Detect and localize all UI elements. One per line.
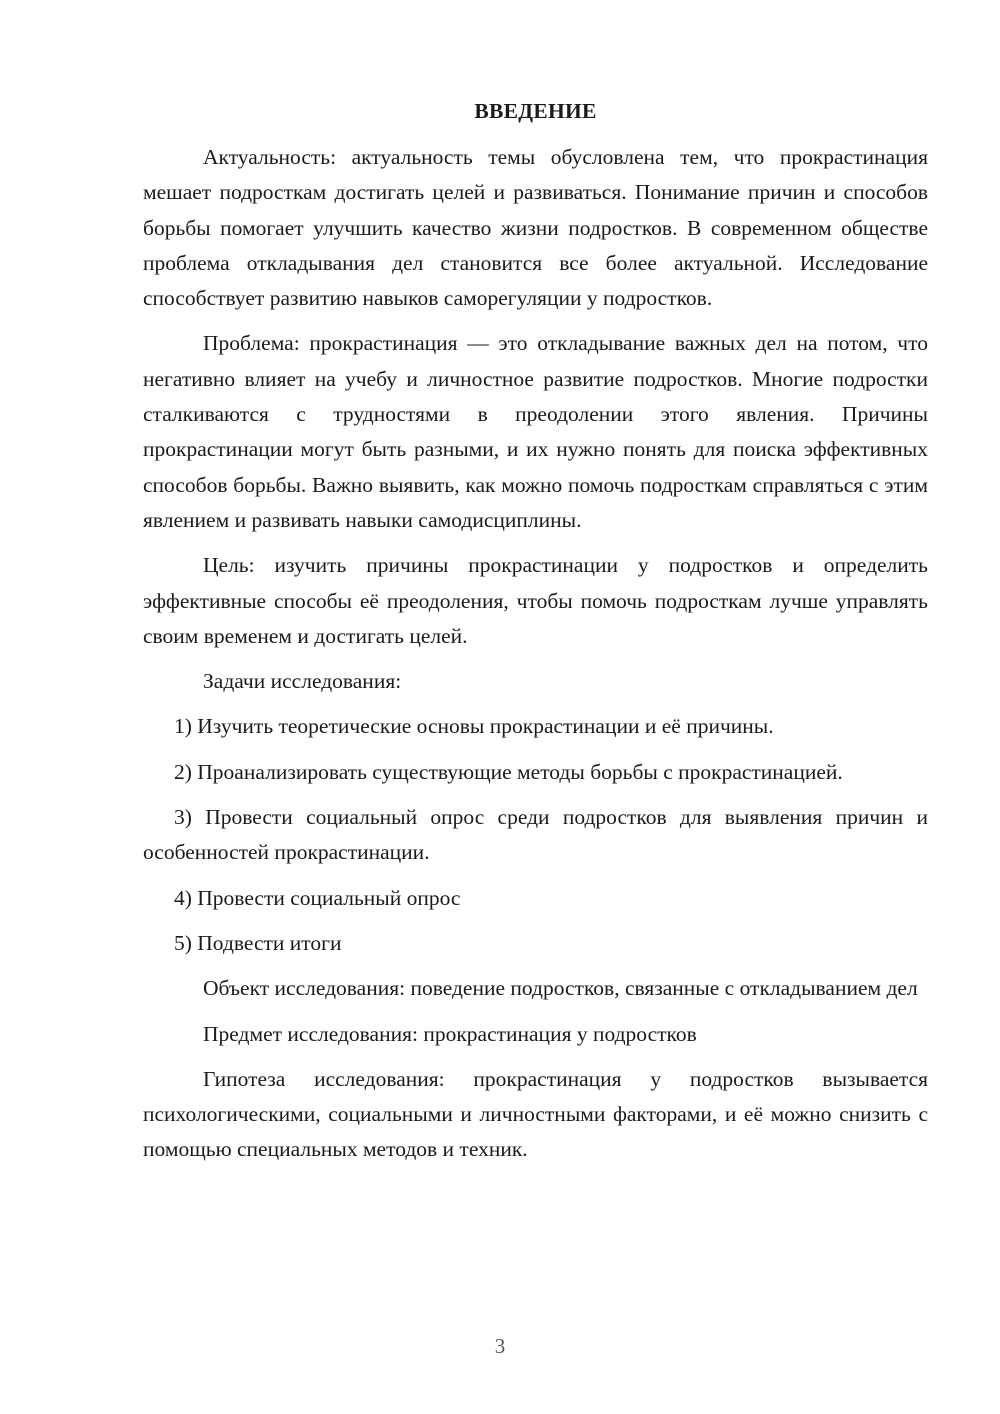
task-item-1: 1) Изучить теоретические основы прокрастинации и её причины. <box>174 714 774 739</box>
task-item-5: 5) Подвести итоги <box>174 930 342 955</box>
page-content <box>143 96 928 1178</box>
paragraph-subject: Предмет исследования: прокрастинация у подростков <box>203 1021 697 1046</box>
task-item-2: 2) Проанализировать существующие методы борьбы с прокрастинацией. <box>174 759 843 784</box>
tasks-heading: Задачи исследования: <box>203 669 402 694</box>
paragraph-hypothesis: Гипотеза исследования: прокрастинация у подростков вызывается психологическими, социальными и личностными факторами, и её можно снизить с помощью специальных методов и техник. <box>143 1066 928 1162</box>
paragraph-relevance: Актуальность: актуальность темы обусловлена тем, что прокрастинация мешает подросткам достигать целей и развиваться. Понимание причин и способов борьбы помогает улучшить качество жизни подростков. В современном обществе проблема откладывания дел становится все более актуальной. Исследование способствует развитию навыков саморегуляции у подростков. <box>143 145 928 311</box>
task-item-4: 4) Провести социальный опрос <box>174 885 461 910</box>
page-number: 3 <box>494 1334 506 1358</box>
task-item-3: 3) Провести социальный опрос среди подростков для выявления причин и особенностей прокрастинации. <box>143 805 928 865</box>
paragraph-problem: Проблема: прокрастинация — это откладывание важных дел на потом, что негативно влияет на учебу и личностное развитие подростков. Многие подростки сталкиваются с трудностями в преодолении этого явления. Причины прокрастинации могут быть разными, и их нужно понять для поиска эффективных способов борьбы. Важно выявить, как можно помочь подросткам справляться с этим явлением и развивать навыки самодисциплины. <box>143 331 928 532</box>
paragraph-object: Объект исследования: поведение подростков, связанные с откладыванием дел <box>203 976 918 1001</box>
page-title: ВВЕДЕНИЕ <box>474 99 597 123</box>
paragraph-goal: Цель: изучить причины прокрастинации у подростков и определить эффективные способы её преодоления, чтобы помочь подросткам лучше управлять своим временем и достигать целей. <box>143 553 928 648</box>
